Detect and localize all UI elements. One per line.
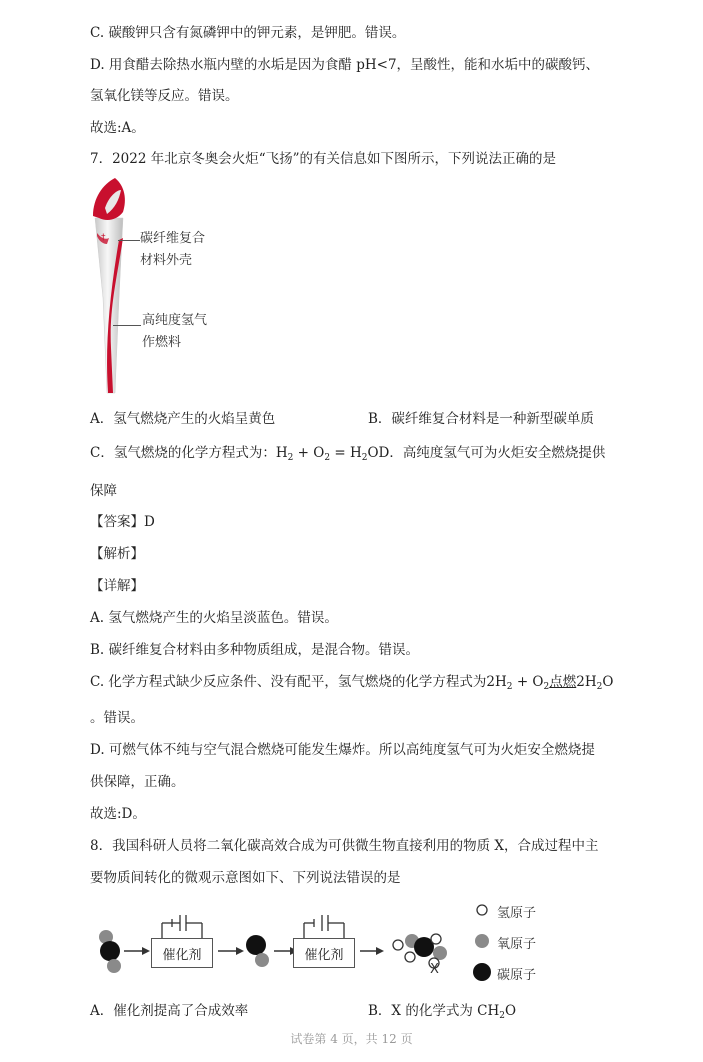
- torch-illustration: [85, 178, 135, 400]
- prev-option-d-explanation-line2: 氢氧化镁等反应。错误。: [90, 88, 239, 104]
- q8-option-a: A．催化剂提高了合成效率: [90, 1003, 249, 1019]
- prev-answer: 故选:A。: [90, 120, 145, 136]
- atom-legend: [470, 898, 500, 988]
- co-carbon-atom: [246, 935, 266, 955]
- shell-leader-line: [118, 240, 140, 241]
- q7-option-c-continued: 保障: [90, 483, 117, 499]
- q8-option-b: B．X 的化学式为 $CH_2O$: [368, 1003, 517, 1021]
- co2-carbon-atom: [100, 941, 120, 961]
- legend-oxygen-label: 氧原子: [497, 937, 537, 952]
- q7-answer: 故选:D。: [90, 806, 146, 822]
- legend-oxygen-atom: [475, 934, 489, 948]
- q7-explanation-a: A. 氢气燃烧产生的火焰呈淡蓝色。错误。: [90, 610, 338, 626]
- legend-hydrogen-atom: [477, 905, 487, 915]
- co-oxygen-atom: [255, 953, 269, 967]
- q7-option-b: B．碳纤维复合材料是一种新型碳单质: [368, 411, 594, 427]
- svg-text:†: †: [101, 233, 106, 243]
- q7-stem: 7．2022 年北京冬奥会火炬“飞扬”的有关信息如下图所示，下列说法正确的是: [90, 151, 557, 167]
- q7-option-a: A．氢气燃烧产生的火焰呈黄色: [90, 411, 276, 427]
- q7-explanation-b: B. 碳纤维复合材料由多种物质组成，是混合物。错误。: [90, 642, 420, 658]
- q7-analysis-tag: 【解析】: [90, 546, 144, 562]
- torch-label-shell-1: 碳纤维复合: [140, 231, 206, 246]
- fuel-leader-line: [113, 325, 141, 326]
- page-footer: 试卷第 4 页，共 12 页: [290, 1032, 413, 1046]
- prev-option-c-explanation: C. 碳酸钾只含有氮磷钾中的钾元素，是钾肥。错误。: [90, 25, 406, 41]
- q8-stem-line2: 要物质间转化的微观示意图如下、下列说法错误的是: [90, 870, 401, 886]
- torch-label-shell-2: 材料外壳: [140, 253, 193, 268]
- torch-label-fuel-1: 高纯度氢气: [142, 313, 208, 328]
- x-hydrogen-atom-3: [431, 934, 441, 944]
- co2-oxygen-atom-bottom: [107, 959, 121, 973]
- legend-carbon-atom: [473, 963, 491, 981]
- x-hydrogen-atom-2: [405, 952, 415, 962]
- q7-answer-tag: 【答案】D: [90, 514, 155, 530]
- catalyst-box-1: 催化剂: [151, 938, 213, 968]
- legend-carbon-label: 碳原子: [497, 968, 537, 983]
- legend-hydrogen-label: 氢原子: [497, 906, 537, 921]
- x-label: X: [430, 962, 439, 977]
- q7-detail-tag: 【详解】: [90, 578, 144, 594]
- q7-explanation-d-line2: 供保障，正确。: [90, 774, 185, 790]
- prev-option-d-explanation-line1: D. 用食醋去除热水瓶内壁的水垢是因为食醋 pH<7，呈酸性，能和水垢中的碳酸钙、: [90, 57, 600, 73]
- q7-explanation-c: C. 化学方程式缺少反应条件、没有配平，氢气燃烧的化学方程式为$2H_2 + O_2$点燃$2H_2O$: [90, 674, 614, 692]
- torch-label-fuel-2: 作燃料: [142, 335, 182, 350]
- q8-stem-line1: 8．我国科研人员将二氧化碳高效合成为可供微生物直接利用的物质 X，合成过程中主: [90, 838, 599, 854]
- q7-explanation-d-line1: D. 可燃气体不纯与空气混合燃烧可能发生爆炸。所以高纯度氢气可为火炬安全燃烧提: [90, 742, 595, 758]
- catalyst-box-2: 催化剂: [293, 938, 355, 968]
- q7-explanation-c-continued: 。错误。: [90, 710, 144, 726]
- q7-option-c: C．氢气燃烧的化学方程式为：$H_2 + O_2 = H_2OD$．高纯度氢气可为火炬安全燃烧提供: [90, 445, 606, 463]
- x-hydrogen-atom-1: [393, 940, 403, 950]
